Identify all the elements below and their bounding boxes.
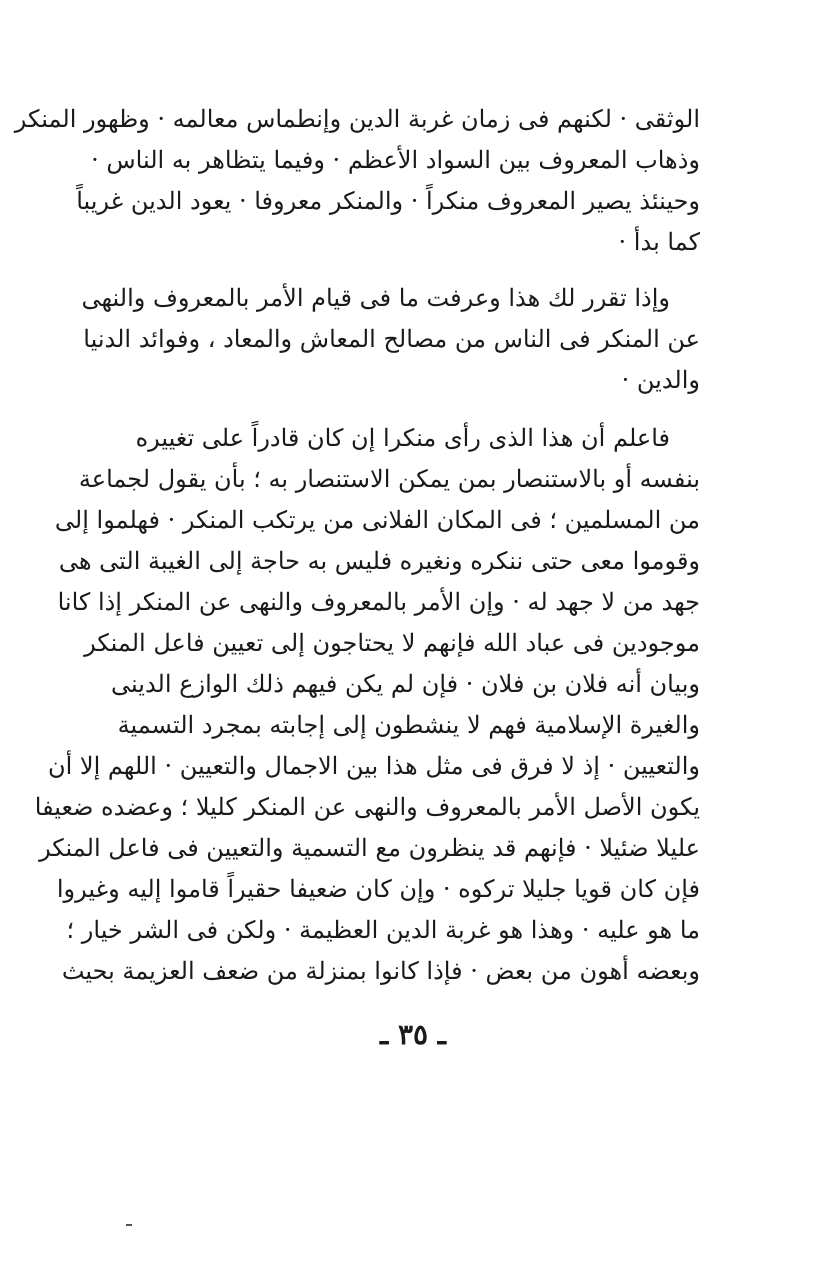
text-line: والغيرة الإسلامية فهم لا ينشطون إلى إجابته بمجرد التسمية [117, 711, 700, 739]
text-line: عليلا ضئيلا · فإنهم قد ينظرون مع التسمية والتعيين فى فاعل المنكر [39, 834, 700, 862]
text-line: جهد من لا جهد له · وإن الأمر بالمعروف والنهى عن المنكر إذا كانا [57, 588, 700, 616]
text-line: والتعيين · إذ لا فرق فى مثل هذا بين الاجمال والتعيين · اللهم إلا أن [47, 752, 700, 780]
text-line: فاعلم أن هذا الذى رأى منكرا إن كان قادراً على تغييره [135, 424, 670, 452]
text-line: يكون الأصل الأمر بالمعروف والنهى عن المنكر كليلا ؛ وعضده ضعيفا [34, 793, 700, 821]
text-line: والدين · [621, 366, 700, 394]
text-line: عن المنكر فى الناس من مصالح المعاش والمعاد ، وفوائد الدنيا [83, 325, 700, 353]
text-line: وبيان أنه فلان بن فلان · فإن لم يكن فيهم ذلك الوازع الدينى [111, 670, 700, 698]
text-line: بنفسه أو بالاستنصار بمن يمكن الاستنصار به ؛ بأن يقول لجماعة [78, 465, 700, 493]
text-line: وبعضه أهون من بعض · فإذا كانوا بمنزلة من ضعف العزيمة بحيث [61, 957, 700, 985]
scan-mark [126, 1224, 132, 1226]
paragraph-3 [34, 418, 700, 992]
text-line: وإذا تقرر لك هذا وعرفت ما فى قيام الأمر بالمعروف والنهى [81, 284, 670, 312]
text-line: فإن كان قويا جليلا تركوه · وإن كان ضعيفا حقيراً قاموا إليه وغيروا [56, 875, 700, 903]
text-line: موجودين فى عباد الله فإنهم لا يحتاجون إلى تعيين فاعل المنكر [84, 629, 700, 657]
paragraph-1 [14, 99, 700, 263]
paragraph-2 [81, 278, 700, 401]
text-line: وذهاب المعروف بين السواد الأعظم · وفيما يتظاهر به الناس · [91, 146, 700, 174]
text-line: ما هو عليه · وهذا هو غربة الدين العظيمة · ولكن فى الشر خيار ؛ [66, 916, 700, 944]
text-line: وحينئذ يصير المعروف منكراً · والمنكر معروفا · يعود الدين غريباً [76, 187, 700, 215]
page-number: ـ ٣٥ ـ [380, 1018, 446, 1051]
text-line: كما بدأ · [618, 228, 700, 256]
text-line: الوثقى · لكنهم فى زمان غربة الدين وإنطماس معالمه · وظهور المنكر [14, 105, 700, 133]
text-line: وقوموا معى حتى ننكره ونغيره فليس به حاجة إلى الغيبة التى هى [58, 547, 700, 575]
text-line: من المسلمين ؛ فى المكان الفلانى من يرتكب المنكر · فهلموا إلى [54, 506, 700, 534]
